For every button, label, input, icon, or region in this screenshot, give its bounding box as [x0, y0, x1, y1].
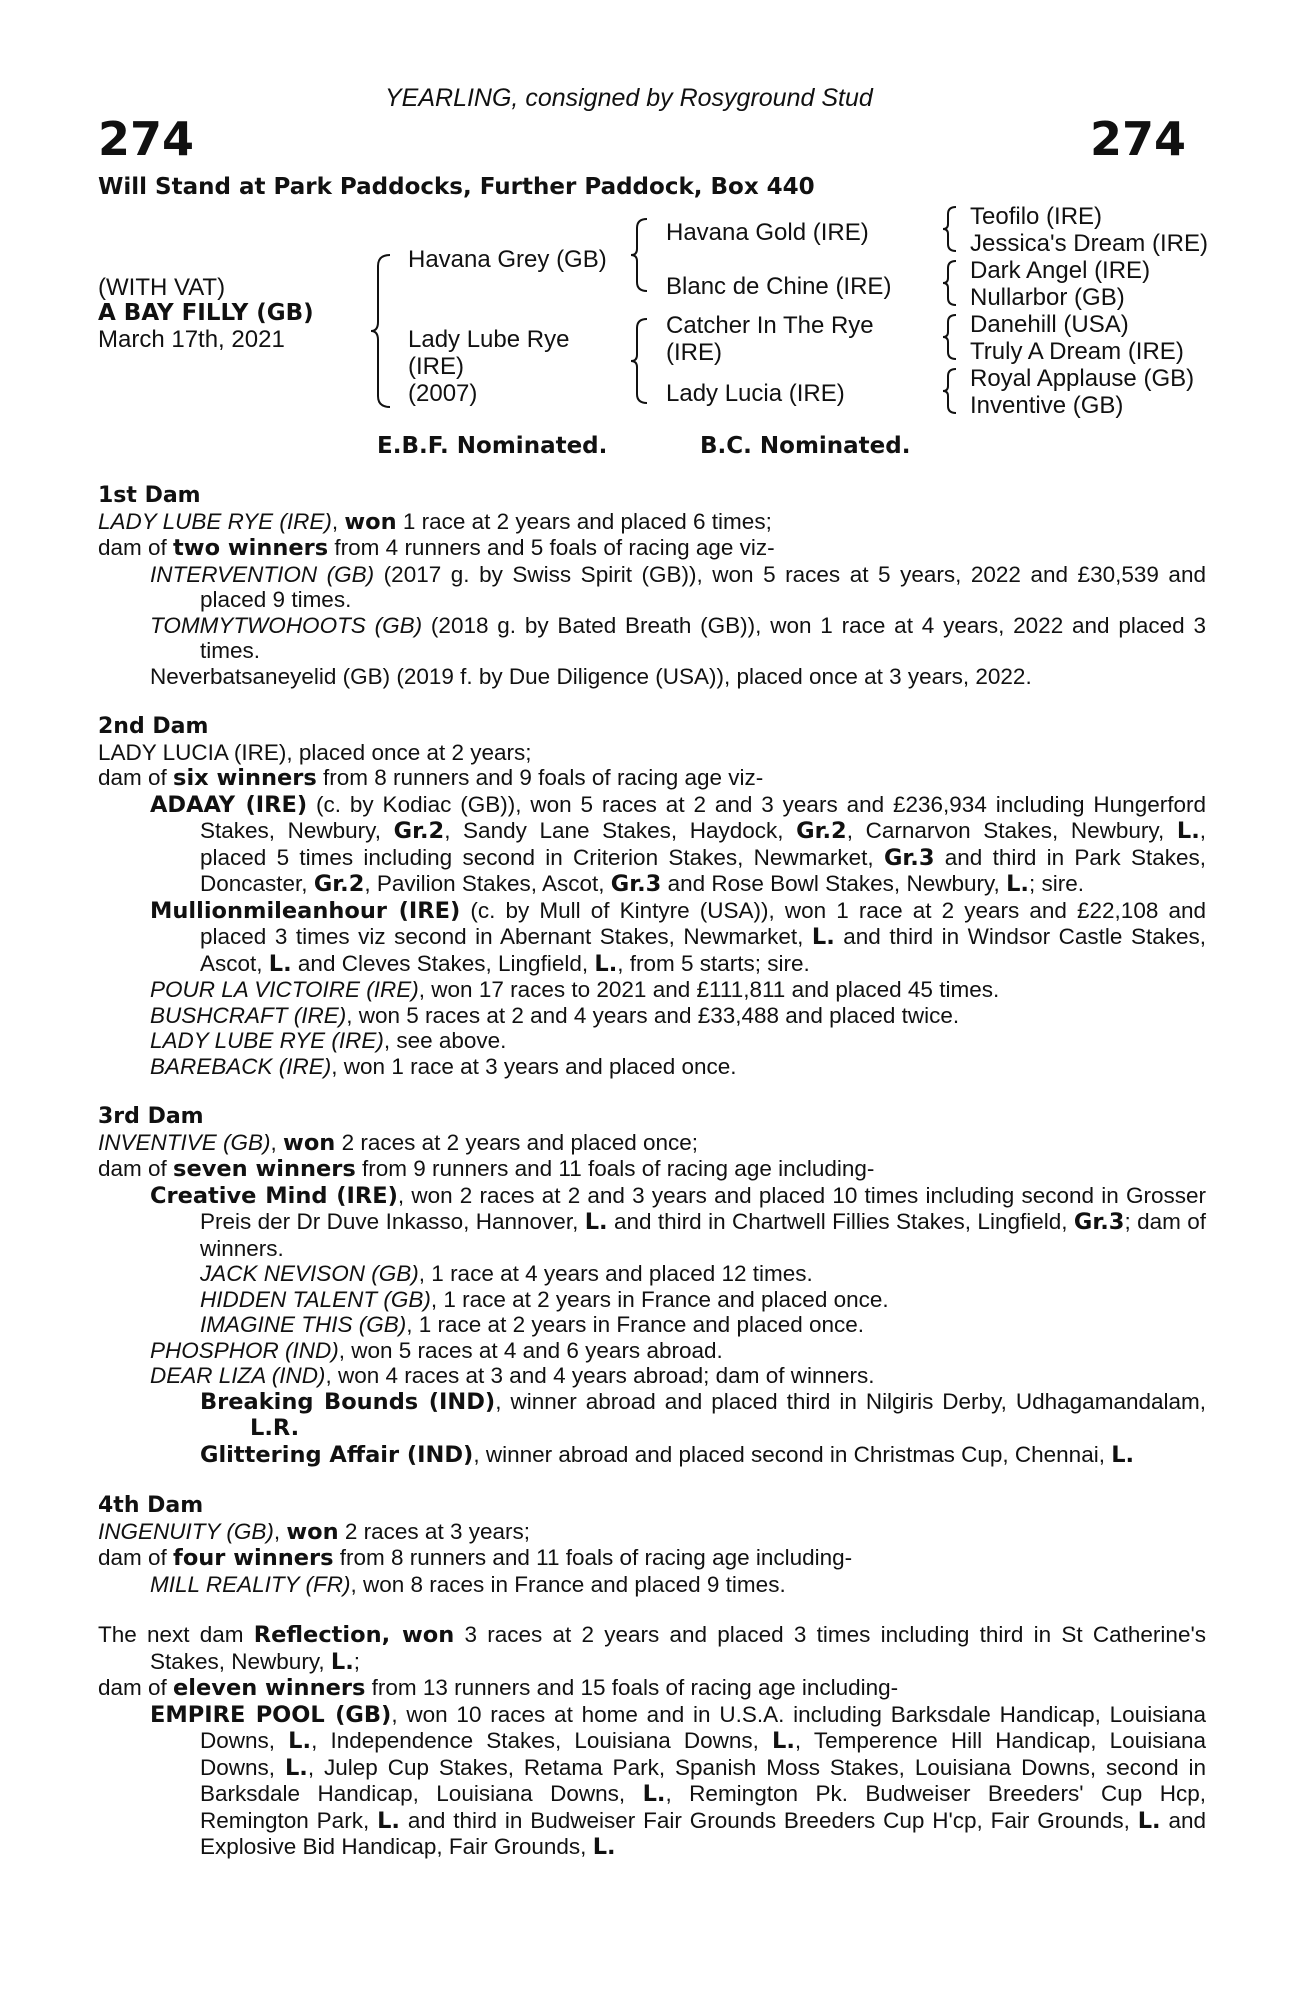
- section-2nd-dam: [98, 714, 1206, 1079]
- section-4th-dam: [98, 1493, 1206, 1597]
- text: , Temperence Hill Handicap, Louisiana Downs,: [200, 1728, 1206, 1780]
- pedigree-gen3-5: Danehill (USA): [970, 311, 1129, 338]
- text: dam of: [98, 765, 174, 790]
- text: The next dam: [98, 1622, 254, 1647]
- text: , Julep Cup Stakes, Retama Park, Spanish Moss Stakes, Louisiana Downs, second in Barksdale Handicap, Louisiana Downs,: [200, 1754, 1207, 1806]
- pedigree-dam-line3: (2007): [408, 380, 478, 407]
- text: , won 10 races at home and in U.S.A. including Barksdale Handicap, Louisiana Downs,: [200, 1701, 1206, 1753]
- pedigree-brace-gen1: [368, 252, 396, 410]
- text: Gr.2: [393, 818, 445, 844]
- text: dam of: [98, 1545, 174, 1570]
- text: four winners: [173, 1545, 334, 1571]
- text: won: [344, 508, 397, 535]
- text: ,: [273, 1518, 287, 1544]
- text: Creative Mind (IRE): [150, 1182, 398, 1209]
- list-item: [98, 562, 1206, 613]
- text: , won 4 races at 3 and 4 years abroad; dam of winners.: [325, 1363, 875, 1388]
- text: , won 5 races at 4 and 6 years abroad.: [338, 1337, 723, 1363]
- text: ,: [270, 1129, 284, 1155]
- list-item: [98, 1003, 1206, 1029]
- pedigree-dam-sire-line2: (IRE): [666, 339, 722, 366]
- text: POUR LA VICTOIRE (IRE): [150, 977, 419, 1002]
- vat-note: (WITH VAT): [98, 274, 226, 301]
- text: , Carnarvon Stakes, Newbury,: [846, 818, 1177, 843]
- ebf-nomination: E.B.F. Nominated.: [377, 433, 608, 459]
- text: L.R.: [250, 1415, 300, 1441]
- page-subtitle: YEARLING, consigned by Rosyground Stud: [385, 84, 873, 112]
- text: from 13 runners and 15 foals of racing age including-: [365, 1675, 899, 1700]
- text: L.: [1137, 1807, 1161, 1834]
- text: BUSHCRAFT (IRE): [150, 1002, 347, 1028]
- text: ,: [381, 1622, 402, 1648]
- text: from 8 runners and 11 foals of racing age including-: [333, 1545, 853, 1570]
- lot-number-right: 274: [1090, 112, 1187, 166]
- list-item: [98, 1183, 1206, 1262]
- section-heading: 3rd Dam: [98, 1104, 204, 1129]
- text: Glittering Affair (IND): [200, 1441, 474, 1468]
- text: dam of: [98, 535, 174, 560]
- text: , Sandy Lane Stakes, Haydock,: [444, 818, 797, 843]
- text: L.: [1176, 818, 1200, 844]
- text: from 9 runners and 11 foals of racing age including-: [355, 1156, 875, 1181]
- dam-name: LADY LUBE RYE (IRE): [98, 508, 332, 534]
- text: Mullionmileanhour (IRE): [150, 897, 461, 924]
- text: , winner abroad and placed third in Nilgiris Derby, Udhagamandalam,: [495, 1388, 1206, 1414]
- list-item: [98, 1261, 1206, 1287]
- list-item: [98, 977, 1206, 1003]
- text: , Pavilion Stakes, Ascot,: [364, 871, 611, 896]
- text: Gr.2: [313, 871, 365, 897]
- text: , won 5 races at 2 and 4 years and £33,488 and placed twice.: [346, 1002, 960, 1028]
- list-item: [98, 1389, 1206, 1442]
- text: and third in Budweiser Fair Grounds Breeders Cup H'cp, Fair Grounds,: [399, 1807, 1138, 1833]
- text: , won 2 races at 2 and 3 years and placed 10 times including second in Grosser Preis der Dr Duve Inkasso, Hannover,: [200, 1182, 1206, 1234]
- text: Gr.3: [610, 871, 662, 897]
- text: ;: [353, 1648, 361, 1674]
- pedigree-gen3-7: Royal Applause (GB): [970, 365, 1195, 392]
- list-item: [98, 898, 1206, 978]
- pedigree-sire-sire: Havana Gold (IRE): [666, 219, 869, 246]
- list-item: [98, 1363, 1206, 1389]
- section-next-dam: [98, 1622, 1206, 1861]
- pedigree-gen3-3: Dark Angel (IRE): [970, 257, 1151, 284]
- text: 1 race at 2 years and placed 6 times;: [396, 508, 772, 534]
- pedigree-brace-ds: [940, 312, 960, 362]
- text: , won 17 races to 2021 and £111,811 and placed 45 times.: [418, 977, 1000, 1002]
- text: , 1 race at 2 years in France and placed once.: [430, 1286, 889, 1312]
- list-item: [98, 792, 1206, 898]
- pedigree-brace-sd: [940, 258, 960, 308]
- list-item: [98, 613, 1206, 664]
- list-item: [98, 664, 1206, 690]
- text: Gr.2: [796, 818, 847, 844]
- text: from 8 runners and 9 foals of racing age viz-: [316, 765, 764, 790]
- text: L.: [1006, 871, 1029, 897]
- text: L.: [811, 924, 835, 950]
- text: DEAR LIZA (IND): [150, 1363, 326, 1388]
- list-item: [98, 1054, 1206, 1080]
- pedigree-dam-dam: Lady Lucia (IRE): [666, 380, 845, 407]
- text: INTERVENTION (GB): [150, 561, 375, 587]
- text: ,: [331, 508, 345, 534]
- text: Breaking Bounds (IND): [200, 1388, 496, 1415]
- bc-nomination: B.C. Nominated.: [700, 433, 911, 459]
- text: L.: [594, 950, 618, 977]
- pedigree-gen3-4: Nullarbor (GB): [970, 284, 1125, 311]
- text: MILL REALITY (FR): [150, 1571, 351, 1597]
- text: L.: [642, 1781, 666, 1807]
- text: (2017 g. by Swiss Spirit (GB)), won 5 races at 5 years, 2022 and £30,539 and placed 9 times.: [200, 561, 1206, 612]
- text: L.: [288, 1728, 312, 1754]
- text: , from 5 starts; sire.: [617, 950, 810, 976]
- list-item: [98, 1028, 1206, 1054]
- text: six winners: [173, 765, 317, 791]
- text: LADY LUBE RYE (IRE): [150, 1028, 384, 1053]
- section-1st-dam: [98, 483, 1206, 689]
- pedigree-dam-sire-line1: Catcher In The Rye: [666, 312, 874, 339]
- pedigree-gen3-6: Truly A Dream (IRE): [970, 338, 1184, 365]
- text: dam of: [98, 1156, 174, 1181]
- text: two winners: [173, 535, 329, 561]
- list-item: [98, 1338, 1206, 1364]
- text: L.: [1111, 1441, 1135, 1468]
- pedigree-sire-dam: Blanc de Chine (IRE): [666, 273, 892, 300]
- text: BAREBACK (IRE): [150, 1053, 332, 1079]
- text: , Independence Stakes, Louisiana Downs,: [311, 1728, 773, 1753]
- pedigree-gen3-1: Teofilo (IRE): [970, 203, 1103, 230]
- text: and third in Windsor Castle Stakes, Ascot,: [200, 924, 1206, 976]
- text: (c. by Kodiac (GB)), won 5 races at 2 and 3 years and £236,934 including Hungerford Stakes, Newbury,: [200, 791, 1206, 843]
- text: ADAAY (IRE): [150, 791, 308, 818]
- text: L.: [772, 1728, 795, 1754]
- pedigree-brace-ss: [940, 204, 960, 254]
- text: , placed 5 times including second in Criterion Stakes, Newmarket,: [200, 818, 1207, 870]
- text: IMAGINE THIS (GB): [200, 1312, 407, 1337]
- text: ; dam of winners.: [200, 1209, 1207, 1261]
- text: L.: [377, 1807, 400, 1834]
- text: Gr.3: [883, 844, 935, 871]
- list-item: [98, 1442, 1206, 1469]
- text: , 1 race at 4 years and placed 12 times.: [418, 1261, 813, 1286]
- text: PHOSPHOR (IND): [150, 1337, 339, 1363]
- pedigree-dam-line1: Lady Lube Rye: [408, 326, 570, 353]
- text: (2018 g. by Bated Breath (GB)), won 1 race at 4 years, 2022 and placed 3 times.: [200, 612, 1206, 663]
- pedigree-gen3-2: Jessica's Dream (IRE): [970, 230, 1208, 257]
- text: Reflection: [253, 1622, 382, 1648]
- text: LADY LUCIA (IRE), placed once at 2 years;: [98, 739, 532, 765]
- text: and Rose Bowl Stakes, Newbury,: [661, 871, 1007, 896]
- text: 3 races at 2 years and placed 3 times including third in St Catherine's Stakes, Newbury,: [150, 1622, 1206, 1674]
- text: EMPIRE POOL (GB): [150, 1701, 392, 1728]
- text: TOMMYTWOHOOTS (GB): [150, 612, 423, 638]
- text: Neverbatsaneyelid (GB) (2019 f. by Due Diligence (USA)), placed once at 3 years, 2022.: [150, 663, 1032, 689]
- text: L.: [330, 1648, 354, 1675]
- list-item: [98, 1287, 1206, 1313]
- text: Gr.3: [1073, 1209, 1125, 1235]
- text: dam of: [98, 1675, 174, 1700]
- text: from 4 runners and 5 foals of racing age viz-: [328, 535, 775, 560]
- text: L.: [592, 1834, 616, 1860]
- list-item: [98, 1702, 1206, 1861]
- text: and Cleves Stakes, Lingfield,: [291, 950, 595, 976]
- text: 2 races at 3 years;: [338, 1518, 530, 1544]
- text: L.: [584, 1209, 608, 1235]
- next-dam-paragraph: [98, 1622, 1206, 1675]
- list-item: [98, 1312, 1206, 1338]
- text: , won 1 race at 3 years and placed once.: [331, 1053, 737, 1079]
- text: won: [401, 1622, 455, 1648]
- text: 2 races at 2 years and placed once;: [335, 1129, 699, 1155]
- horse-dob: March 17th, 2021: [98, 326, 285, 353]
- text: won: [283, 1129, 336, 1156]
- section-heading: 1st Dam: [98, 483, 201, 508]
- pedigree-brace-dam: [628, 316, 652, 406]
- list-item: [98, 1572, 1206, 1598]
- horse-name: A BAY FILLY (GB): [98, 300, 314, 326]
- text: and third in Chartwell Fillies Stakes, Lingfield,: [607, 1209, 1074, 1234]
- section-heading: 2nd Dam: [98, 714, 209, 739]
- text: HIDDEN TALENT (GB): [200, 1286, 431, 1312]
- text: seven winners: [173, 1156, 356, 1182]
- text: INVENTIVE (GB): [98, 1129, 271, 1155]
- pedigree-brace-sire: [628, 216, 652, 294]
- text: (c. by Mull of Kintyre (USA)), won 1 race at 2 years and £22,108 and placed 3 times viz second in Abernant Stakes, Newmarket,: [200, 897, 1206, 949]
- text: and third in Park Stakes, Doncaster,: [200, 844, 1206, 896]
- section-3rd-dam: [98, 1104, 1206, 1468]
- text: L.: [268, 950, 292, 977]
- text: eleven winners: [173, 1675, 366, 1701]
- pedigree-dam-line2: (IRE): [408, 353, 464, 380]
- text: L.: [284, 1754, 308, 1781]
- text: , won 8 races in France and placed 9 times.: [350, 1571, 786, 1597]
- text: won: [286, 1518, 339, 1545]
- text: , Remington Pk. Budweiser Breeders' Cup Hcp, Remington Park,: [200, 1781, 1206, 1833]
- text: , 1 race at 2 years in France and placed once.: [406, 1312, 865, 1337]
- text: , winner abroad and placed second in Christmas Cup, Chennai,: [473, 1441, 1112, 1467]
- text: ; sire.: [1028, 871, 1084, 896]
- catalogue-body: [98, 483, 1206, 1861]
- section-heading: 4th Dam: [98, 1493, 204, 1518]
- pedigree-brace-dd: [940, 366, 960, 416]
- pedigree-sire: Havana Grey (GB): [408, 246, 607, 273]
- text: , see above.: [383, 1028, 507, 1053]
- stand-location: Will Stand at Park Paddocks, Further Paddock, Box 440: [98, 174, 815, 200]
- text: JACK NEVISON (GB): [200, 1261, 419, 1286]
- lot-number-left: 274: [98, 112, 195, 166]
- pedigree-gen3-8: Inventive (GB): [970, 392, 1124, 419]
- text: INGENUITY (GB): [98, 1518, 274, 1544]
- text: and Explosive Bid Handicap, Fair Grounds,: [200, 1807, 1206, 1859]
